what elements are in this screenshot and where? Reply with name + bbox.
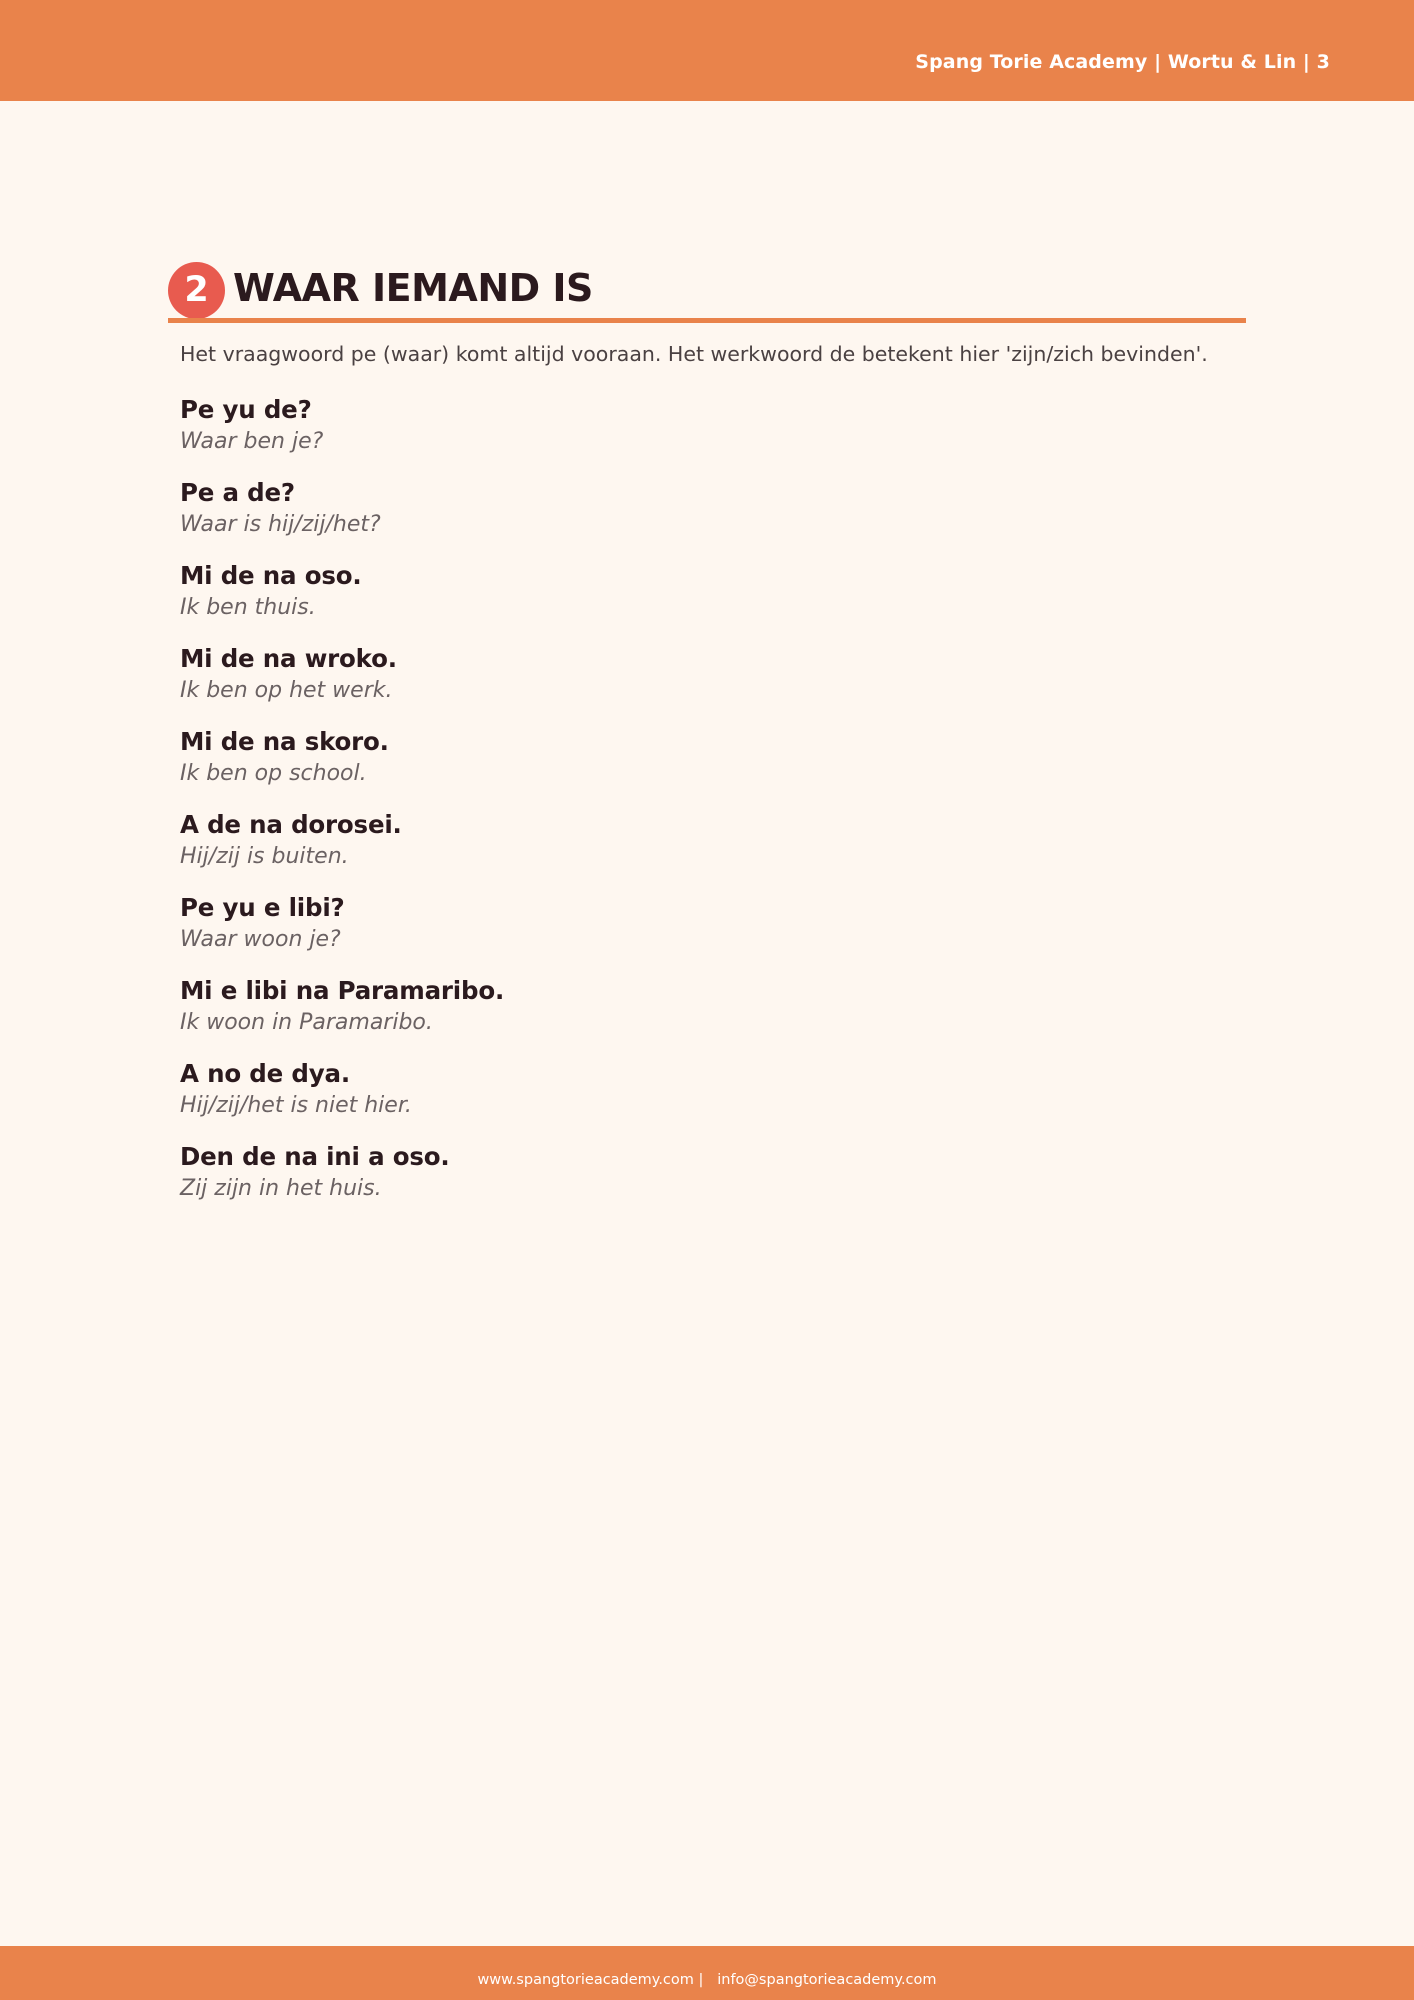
section-number-badge: 2 xyxy=(168,262,225,319)
phrase-translation: Ik ben op het werk. xyxy=(180,678,393,703)
phrase-sranan: Mi e libi na Paramaribo. xyxy=(180,976,505,1005)
phrase-sranan: Pe yu e libi? xyxy=(180,893,345,922)
phrase-sranan: Pe a de? xyxy=(180,478,295,507)
phrase-sranan: A de na dorosei. xyxy=(180,810,402,839)
section-heading xyxy=(168,262,1246,318)
page-footer xyxy=(0,1946,1414,2000)
phrase-item xyxy=(180,394,504,477)
phrase-list xyxy=(180,394,504,1224)
phrase-translation: Ik ben op school. xyxy=(180,761,367,786)
phrase-item xyxy=(180,477,504,560)
footer-website-link[interactable]: www.spangtorieacademy.com xyxy=(477,1972,694,1988)
phrase-translation: Waar is hij/zij/het? xyxy=(180,512,381,537)
phrase-translation: Zij zijn in het huis. xyxy=(180,1176,382,1201)
phrase-item xyxy=(180,809,504,892)
phrase-item xyxy=(180,1141,504,1224)
section-title: WAAR IEMAND IS xyxy=(233,266,593,310)
phrase-item xyxy=(180,560,504,643)
phrase-item xyxy=(180,975,504,1058)
phrase-item xyxy=(180,892,504,975)
phrase-sranan: Pe yu de? xyxy=(180,395,312,424)
phrase-translation: Waar ben je? xyxy=(180,429,324,454)
phrase-translation: Ik ben thuis. xyxy=(180,595,316,620)
phrase-translation: Hij/zij/het is niet hier. xyxy=(180,1093,412,1118)
phrase-sranan: Den de na ini a oso. xyxy=(180,1142,450,1171)
phrase-sranan: Mi de na skoro. xyxy=(180,727,389,756)
footer-separator: | xyxy=(693,1972,718,1988)
phrase-sranan: Mi de na oso. xyxy=(180,561,362,590)
phrase-translation: Waar woon je? xyxy=(180,927,341,952)
phrase-translation: Ik woon in Paramaribo. xyxy=(180,1010,433,1035)
page-header xyxy=(0,0,1414,101)
footer-email-link[interactable]: info@spangtorieacademy.com xyxy=(717,1972,937,1988)
phrase-item xyxy=(180,643,504,726)
phrase-item xyxy=(180,1058,504,1141)
phrase-sranan: A no de dya. xyxy=(180,1059,350,1088)
phrase-item xyxy=(180,726,504,809)
section-divider xyxy=(168,318,1246,323)
header-title: Spang Torie Academy | Wortu & Lin | 3 xyxy=(915,51,1330,73)
phrase-sranan: Mi de na wroko. xyxy=(180,644,397,673)
phrase-translation: Hij/zij is buiten. xyxy=(180,844,349,869)
footer-contact xyxy=(0,1972,1414,1988)
section-intro: Het vraagwoord pe (waar) komt altijd vooraan. Het werkwoord de betekent hier 'zijn/zich bevinden'. xyxy=(180,342,1208,366)
